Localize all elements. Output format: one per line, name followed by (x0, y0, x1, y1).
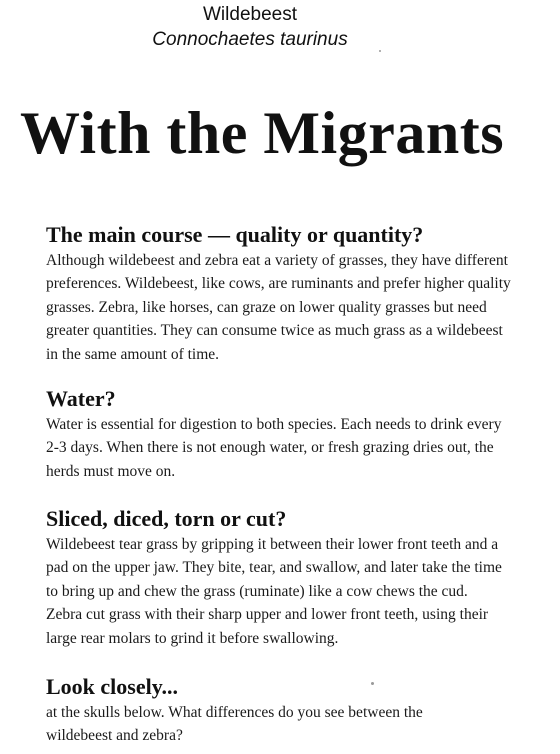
paragraph-line: wildebeest and zebra? (46, 727, 183, 745)
section-heading: Water? (46, 386, 116, 411)
paragraph-line: greater quantities. They can consume twice as much grass as a wildebeest (46, 322, 503, 340)
paragraph-line: to bring up and chew the grass (ruminate) like a cow chews the cud. (46, 582, 468, 600)
paragraph-line: in the same amount of time. (46, 345, 220, 363)
paragraph-line: Although wildebeest and zebra eat a variety of grasses, they have different (46, 252, 508, 269)
paragraph-line: 2-3 days. When there is not enough water, or fresh grazing dries out, the (46, 439, 494, 457)
page-title: With the Migrants (20, 100, 505, 166)
paragraph-line: herds must move on. (46, 462, 176, 480)
paragraph-line: Wildebeest tear grass by gripping it between their lower front teeth and a (46, 536, 499, 553)
paragraph-line: at the skulls below. What differences do you see between the (46, 704, 423, 721)
paragraph-line: pad on the upper jaw. They bite, tear, and swallow, and later take the time (46, 559, 502, 577)
paragraph-line: large rear molars to grind it before swallowing. (46, 629, 339, 647)
paper-speck (379, 50, 381, 52)
paragraph-line: grasses. Zebra, like horses, can graze on lower quality grasses but need (46, 298, 487, 316)
section-main-course (46, 221, 560, 366)
section-heading: Look closely... (46, 674, 179, 699)
paragraph-line: preferences. Wildebeest, like cows, are ruminants and prefer higher quality (46, 275, 511, 293)
section-heading: Sliced, diced, torn or cut? (46, 506, 287, 531)
section-look-closely (46, 673, 560, 748)
section-water (46, 385, 560, 483)
section-heading: The main course — quality or quantity? (46, 222, 424, 247)
paper-speck (371, 682, 374, 685)
common-name: Wildebeest (203, 4, 297, 25)
latin-name: Connochaetes taurinus (152, 29, 348, 50)
paragraph-line: Water is essential for digestion to both species. Each needs to drink every (46, 416, 502, 433)
paragraph-line: Zebra cut grass with their sharp upper and lower front teeth, using their (46, 606, 489, 624)
section-teeth (46, 505, 560, 650)
